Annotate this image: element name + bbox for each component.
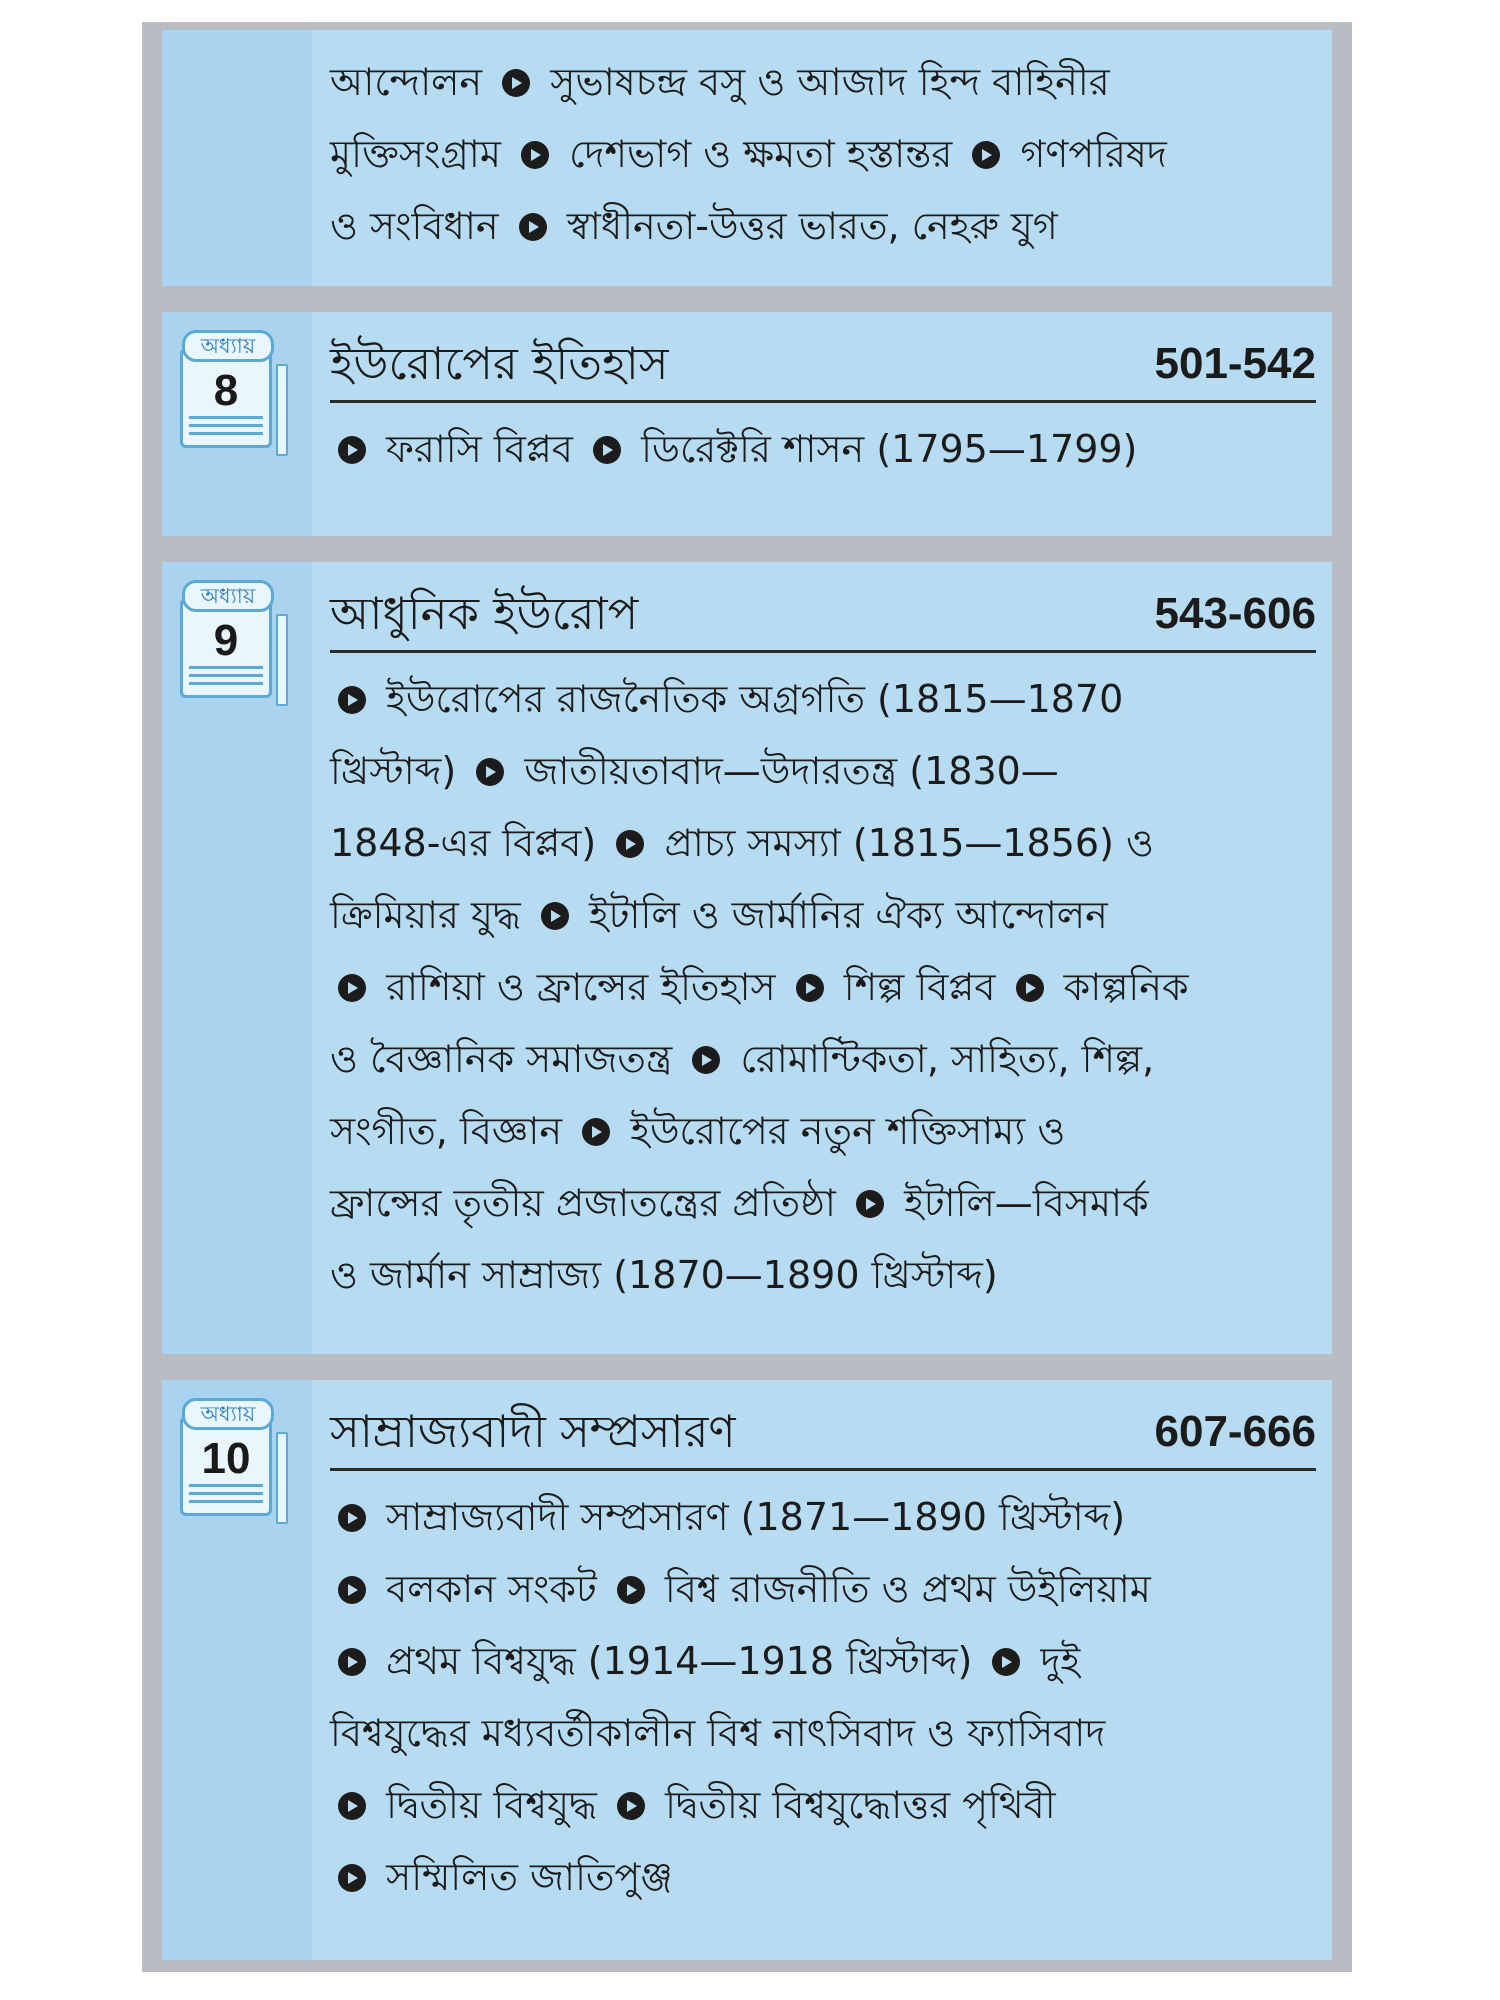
topic: বলকান সংকট	[386, 1567, 597, 1611]
topic-line	[330, 951, 1316, 1023]
chapter-badge-column	[162, 1380, 302, 1960]
chapter-heading	[330, 578, 1316, 653]
chapter-word: অধ্যায়	[182, 580, 274, 612]
bullet-arrow-icon	[338, 1504, 366, 1532]
bullet-arrow-icon	[1016, 974, 1044, 1002]
topic-line	[330, 1023, 1316, 1095]
chapter-badge	[180, 580, 284, 710]
topic: ফ্রান্সের তৃতীয় প্রজাতন্ত্রের প্রতিষ্ঠা	[330, 1181, 836, 1225]
topic-line	[330, 1625, 1316, 1697]
topic-list	[330, 413, 1316, 485]
topic: সুভাষচন্দ্র বসু ও আজাদ হিন্দ বাহিনীর	[550, 60, 1110, 104]
bullet-arrow-icon	[616, 830, 644, 858]
chapter-pages: 543-606	[1154, 589, 1316, 638]
topic: ইউরোপের রাজনৈতিক অগ্রগতি (1815—1870	[386, 677, 1124, 721]
pencil-icon	[276, 1432, 288, 1524]
topic-line	[330, 1841, 1316, 1913]
chapter-content	[312, 562, 1332, 1354]
topic: ও সংবিধান	[330, 204, 499, 248]
topic-line	[330, 190, 1316, 262]
topic: ক্রিমিয়ার যুদ্ধ	[330, 893, 521, 937]
chapter-heading	[330, 328, 1316, 403]
topic: আন্দোলন	[330, 60, 483, 104]
topic: ও বৈজ্ঞানিক সমাজতন্ত্র	[330, 1037, 673, 1081]
topic: 1848-এর বিপ্লব)	[330, 821, 597, 865]
topic-line	[330, 735, 1316, 807]
bullet-arrow-icon	[617, 1576, 645, 1604]
chapter-10	[162, 1380, 1332, 1960]
topic-line	[330, 118, 1316, 190]
chapter-word: অধ্যায়	[182, 1398, 274, 1430]
topic-line	[330, 413, 1316, 485]
topic: জাতীয়তাবাদ—উদারতন্ত্র (1830—	[524, 749, 1059, 793]
chapter-title: ইউরোপের ইতিহাস	[330, 337, 669, 390]
topic: স্বাধীনতা-উত্তর ভারত, নেহরু যুগ	[566, 204, 1058, 248]
topic: ইটালি—বিসমার্ক	[904, 1181, 1149, 1225]
topic: প্রথম বিশ্বযুদ্ধ (1914—1918 খ্রিস্টাব্দ)	[386, 1639, 973, 1683]
chapter-pages: 607-666	[1154, 1407, 1316, 1456]
topic: ডিরেক্টরি শাসন (1795—1799)	[641, 427, 1138, 471]
topic-line	[330, 1239, 1316, 1311]
topic-line	[330, 46, 1316, 118]
topic: ফরাসি বিপ্লব	[386, 427, 573, 471]
bullet-arrow-icon	[992, 1648, 1020, 1676]
topic: দ্বিতীয় বিশ্বযুদ্ধোত্তর পৃথিবী	[665, 1783, 1056, 1827]
contents-frame	[142, 22, 1352, 1972]
chapter-topics	[312, 30, 1332, 286]
bullet-arrow-icon	[338, 974, 366, 1002]
chapter-pages: 501-542	[1154, 339, 1316, 388]
topic: বিশ্বযুদ্ধের মধ্যবর্তীকালীন বিশ্ব নাৎসিবাদ ও ফ্যাসিবাদ	[330, 1711, 1106, 1755]
topic-list	[330, 46, 1316, 262]
bullet-arrow-icon	[593, 436, 621, 464]
chapter-badge-column	[162, 312, 302, 536]
topic: মুক্তিসংগ্রাম	[330, 132, 501, 176]
topic: ইটালি ও জার্মানির ঐক্য আন্দোলন	[588, 893, 1108, 937]
topic: কাল্পনিক	[1063, 965, 1189, 1009]
bullet-arrow-icon	[541, 902, 569, 930]
bullet-arrow-icon	[338, 1576, 366, 1604]
topic: গণপরিষদ	[1020, 132, 1167, 176]
pencil-icon	[276, 364, 288, 456]
chapter-badge	[180, 1398, 284, 1528]
topic-line	[330, 1481, 1316, 1553]
topic: দ্বিতীয় বিশ্বযুদ্ধ	[386, 1783, 597, 1827]
chapter-number: 10	[201, 1434, 251, 1483]
topic: রাশিয়া ও ফ্রান্সের ইতিহাস	[386, 965, 776, 1009]
chapter-7-continuation	[162, 30, 1332, 286]
topic: খ্রিস্টাব্দ)	[330, 749, 457, 793]
chapter-word: অধ্যায়	[182, 330, 274, 362]
topic-list	[330, 663, 1316, 1311]
pencil-icon	[276, 614, 288, 706]
bullet-arrow-icon	[338, 436, 366, 464]
chapter-badge	[180, 330, 284, 460]
bullet-arrow-icon	[972, 141, 1000, 169]
bullet-arrow-icon	[617, 1792, 645, 1820]
bullet-arrow-icon	[338, 1864, 366, 1892]
topic-line	[330, 1553, 1316, 1625]
topic: দুই	[1040, 1639, 1081, 1683]
chapter-number: 8	[213, 366, 239, 415]
chapter-8	[162, 312, 1332, 536]
bullet-arrow-icon	[502, 69, 530, 97]
topic-line	[330, 1095, 1316, 1167]
topic-line	[330, 1769, 1316, 1841]
topic: ও জার্মান সাম্রাজ্য (1870—1890 খ্রিস্টাব্দ)	[330, 1253, 998, 1297]
bullet-arrow-icon	[338, 1648, 366, 1676]
topic: প্রাচ্য সমস্যা (1815—1856) ও	[664, 821, 1154, 865]
bullet-arrow-icon	[338, 686, 366, 714]
topic-line	[330, 807, 1316, 879]
bullet-arrow-icon	[476, 758, 504, 786]
topic: দেশভাগ ও ক্ষমতা হস্তান্তর	[569, 132, 953, 176]
topic: সাম্রাজ্যবাদী সম্প্রসারণ (1871—1890 খ্রিস্টাব্দ)	[386, 1495, 1126, 1539]
bullet-arrow-icon	[856, 1190, 884, 1218]
bullet-arrow-icon	[338, 1792, 366, 1820]
chapter-badge-column	[162, 562, 302, 1354]
chapter-9	[162, 562, 1332, 1354]
topic-list	[330, 1481, 1316, 1913]
topic: শিল্প বিপ্লব	[843, 965, 996, 1009]
bullet-arrow-icon	[796, 974, 824, 1002]
topic-line	[330, 663, 1316, 735]
bullet-arrow-icon	[582, 1118, 610, 1146]
chapter-heading	[330, 1396, 1316, 1471]
chapter-badge-column	[162, 30, 302, 286]
topic: ইউরোপের নতুন শক্তিসাম্য ও	[630, 1109, 1066, 1153]
chapter-content	[312, 1380, 1332, 1960]
bullet-arrow-icon	[521, 141, 549, 169]
topic: সম্মিলিত জাতিপুঞ্জ	[386, 1855, 673, 1899]
chapter-title: আধুনিক ইউরোপ	[330, 587, 639, 640]
bullet-arrow-icon	[692, 1046, 720, 1074]
topic-line	[330, 1167, 1316, 1239]
chapter-title: সাম্রাজ্যবাদী সম্প্রসারণ	[330, 1405, 736, 1458]
chapter-number: 9	[213, 616, 239, 665]
chapter-content	[312, 312, 1332, 536]
topic-line	[330, 1697, 1316, 1769]
topic-line	[330, 879, 1316, 951]
topic: বিশ্ব রাজনীতি ও প্রথম উইলিয়াম	[664, 1567, 1151, 1611]
topic: সংগীত, বিজ্ঞান	[330, 1109, 562, 1153]
topic: রোমান্টিকতা, সাহিত্য, শিল্প,	[740, 1037, 1155, 1081]
bullet-arrow-icon	[519, 213, 547, 241]
